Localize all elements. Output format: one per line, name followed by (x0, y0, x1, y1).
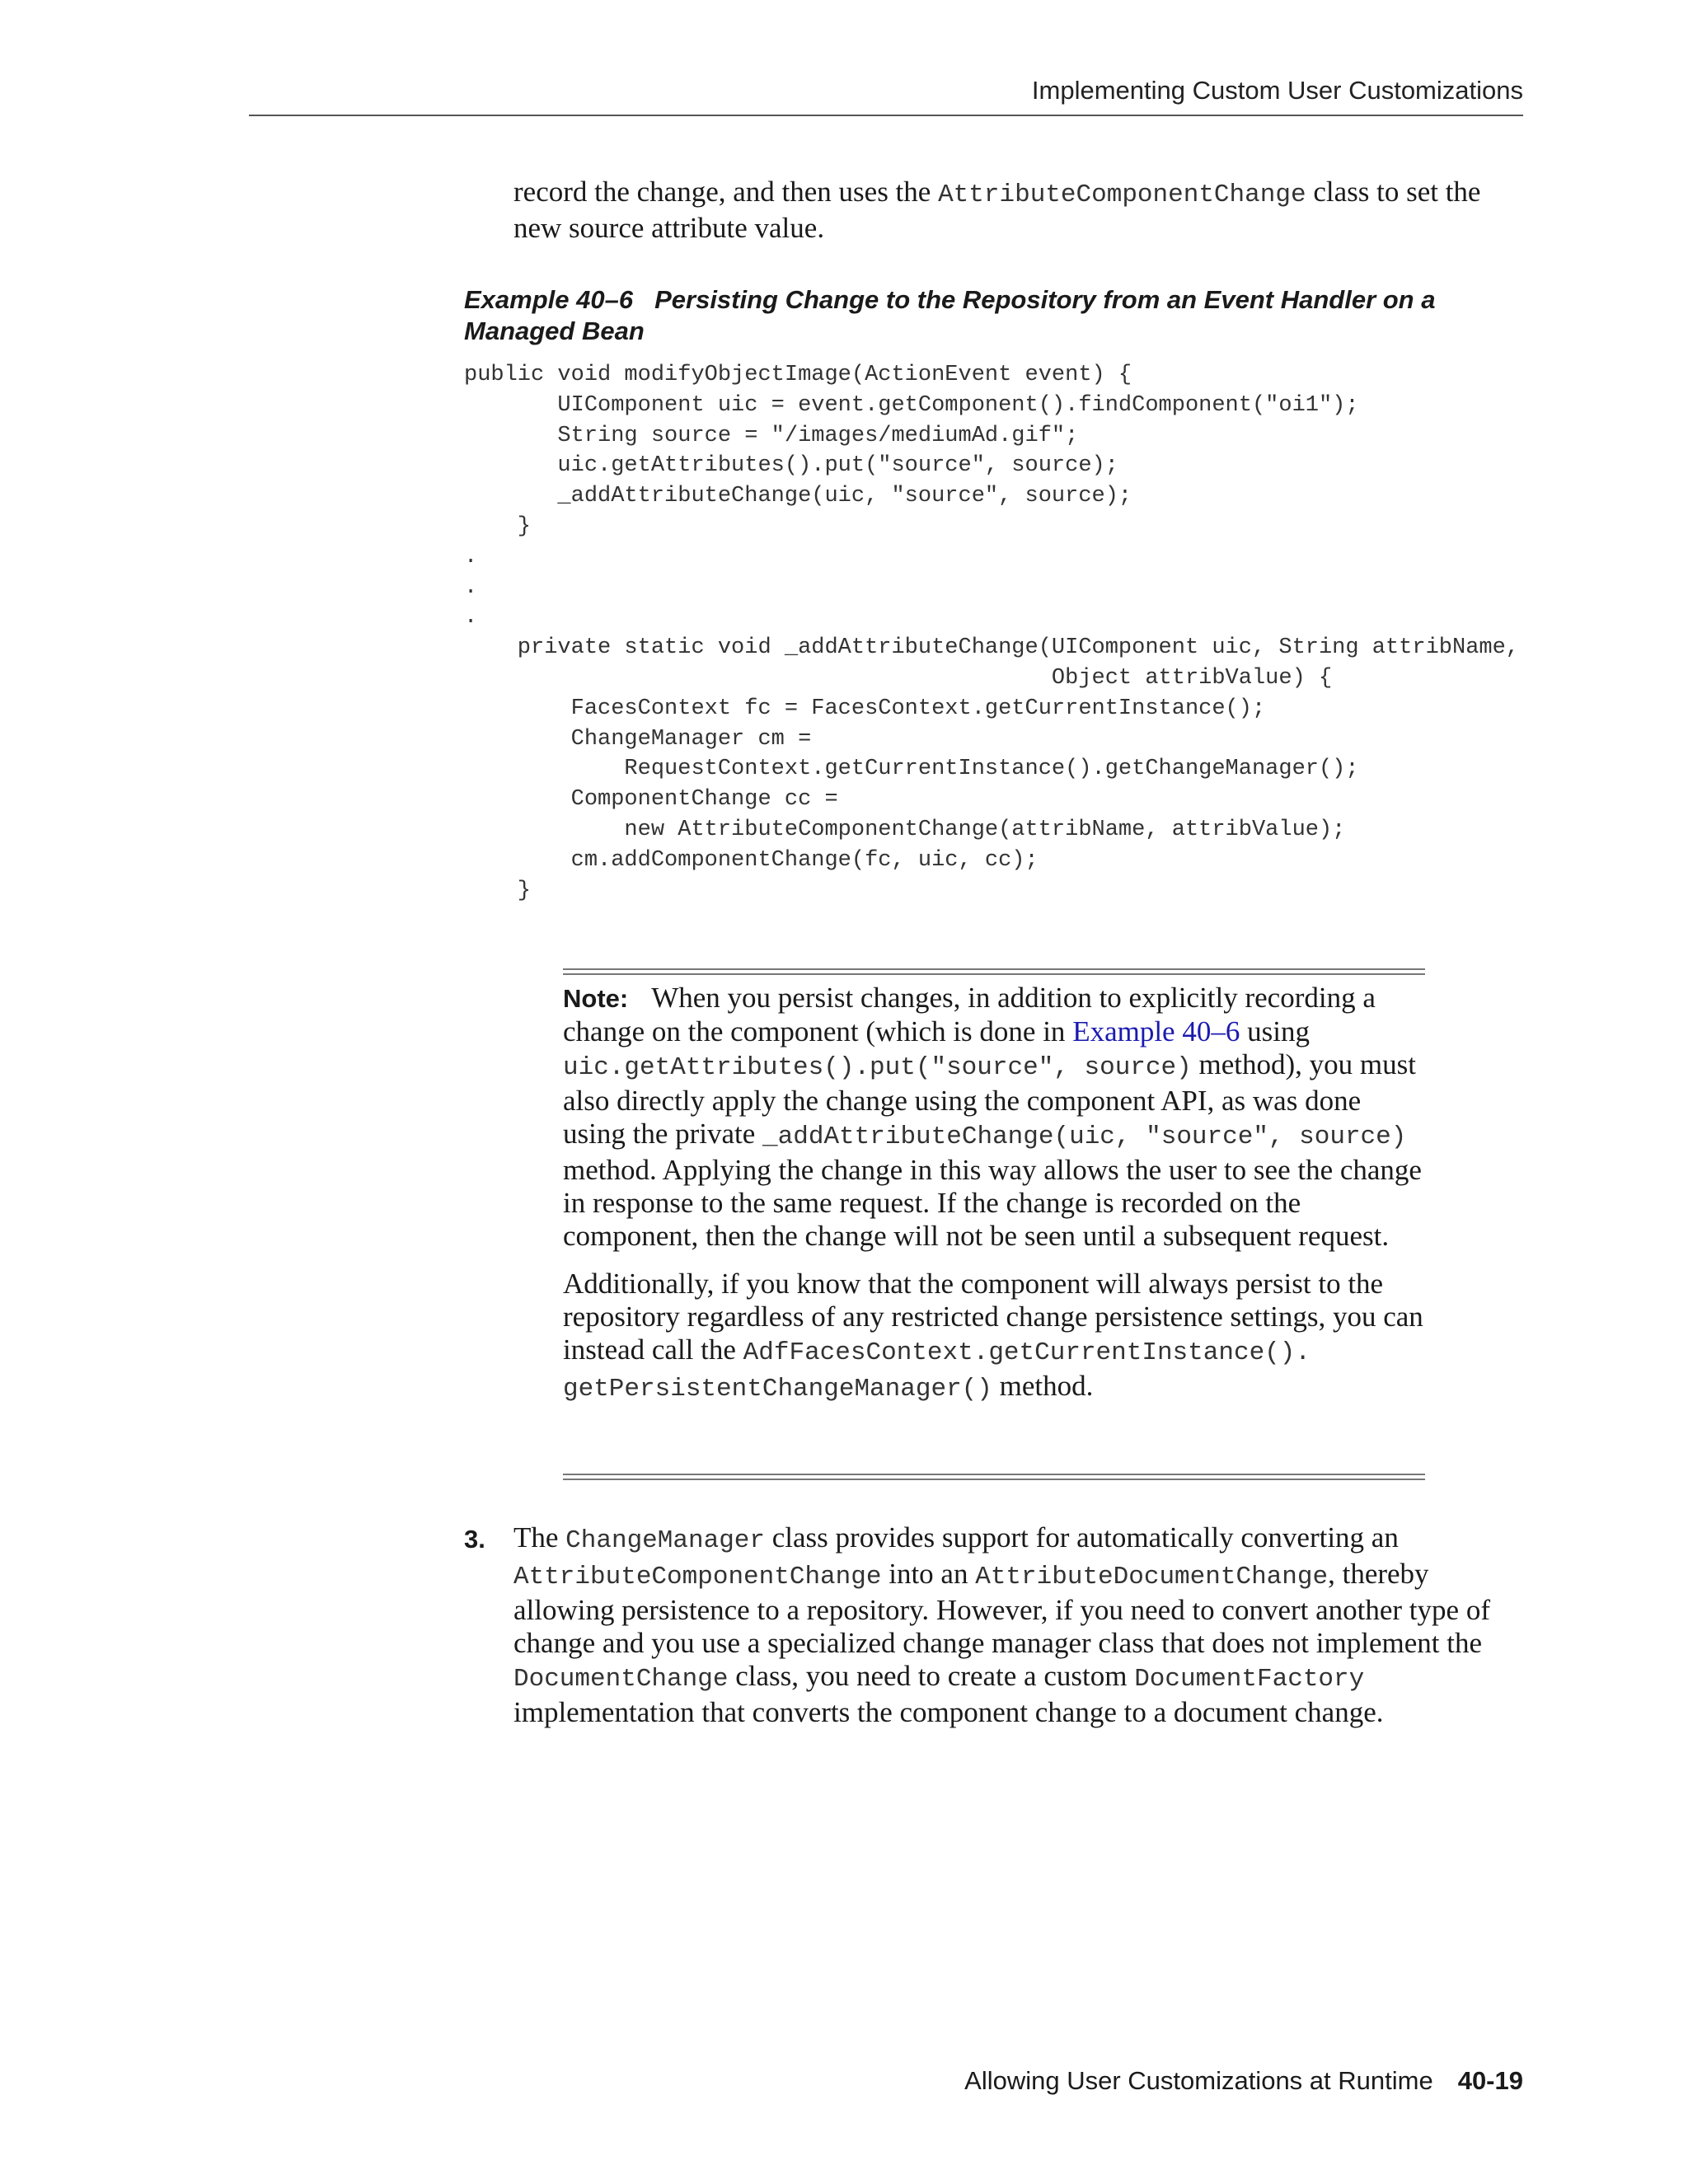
intro-text: record the change, and then uses the (513, 176, 939, 208)
note-text: method. (992, 1370, 1094, 1402)
note-code: AdfFacesContext.getCurrentInstance(). (743, 1338, 1311, 1367)
step-text (513, 1521, 1527, 1729)
code-line: uic.getAttributes().put("source", source); (464, 453, 1118, 479)
step-code: DocumentChange (513, 1665, 729, 1694)
note-top-rule (563, 968, 1425, 975)
note-text: method. Applying the change in this way allows the user to see the change in response to the same request. If the change is recorded on the component, then the change will not be seen until a subsequent request. (563, 1154, 1422, 1252)
note-bottom-rule (563, 1474, 1425, 1480)
step-text-run: class, you need to create a custom (728, 1660, 1135, 1692)
code-line: . (464, 574, 478, 600)
code-line: new AttributeComponentChange(attribName, attribValue); (464, 817, 1346, 842)
code-line: UIComponent uic = event.getComponent().findComponent("oi1"); (464, 392, 1359, 418)
example-title: Persisting Change to the Repository from an Event Handler on a Managed Bean (464, 285, 1436, 345)
note-code: getPersistentChangeManager() (563, 1375, 992, 1404)
intro-paragraph (513, 176, 1527, 245)
note-text: When you persist changes, in addition to explicitly recording a change on the component (which is done in (563, 982, 1376, 1047)
page-footer (964, 2066, 1523, 2096)
step-item (464, 1521, 1527, 1729)
step-text-run: , thereby allowing persistence to a repository. However, if you need to convert another type of change and you use a specialized change manager class that does not implement the (513, 1558, 1490, 1659)
step-text-run: into an (881, 1558, 976, 1590)
code-line: Object attribValue) { (464, 665, 1333, 691)
code-line: . (464, 544, 478, 569)
step-number: 3. (464, 1525, 485, 1554)
note-code: _addAttributeChange(uic, "source", source) (762, 1122, 1407, 1151)
example-link[interactable]: Example 40–6 (1072, 1015, 1240, 1047)
note-label: Note: (563, 984, 629, 1013)
code-line: ComponentChange cc = (464, 787, 838, 813)
running-header: Implementing Custom User Customizations (1031, 76, 1523, 105)
code-line: FacesContext fc = FacesContext.getCurrentInstance(); (464, 696, 1266, 721)
code-line: RequestContext.getCurrentInstance().getChangeManager(); (464, 757, 1359, 782)
note-paragraph (563, 1268, 1428, 1406)
step-text-run: implementation that converts the component change to a document change. (513, 1696, 1384, 1728)
step-code: AttributeComponentChange (513, 1563, 882, 1591)
intro-code: AttributeComponentChange (938, 180, 1306, 209)
code-block (464, 360, 1536, 906)
header-rule (249, 115, 1523, 116)
code-line: . (464, 605, 478, 630)
step-code: ChangeManager (565, 1526, 766, 1555)
code-line: public void modifyObjectImage(ActionEvent event) { (464, 363, 1132, 387)
intro-text: class to set the new source attribute value. (513, 176, 1481, 244)
note-box (563, 982, 1428, 1406)
code-line: private static void _addAttributeChange(UIComponent uic, String attribName, (464, 635, 1520, 661)
footer-chapter-title: Allowing User Customizations at Runtime (964, 2066, 1433, 2095)
footer-page-number: 40-19 (1457, 2066, 1523, 2095)
note-text: using (1240, 1015, 1310, 1047)
example-caption (464, 284, 1453, 347)
code-line: } (464, 878, 532, 903)
code-line: } (464, 513, 532, 539)
step-text-run: The (513, 1521, 566, 1554)
code-line: ChangeManager cm = (464, 726, 812, 752)
note-text: method), you must also directly apply the change using the component API, as was done using the private (563, 1048, 1416, 1150)
code-line: cm.addComponentChange(fc, uic, cc); (464, 847, 1039, 873)
note-code: uic.getAttributes().put("source", source) (563, 1053, 1192, 1082)
note-paragraph (563, 982, 1428, 1253)
step-text-run: class provides support for automatically converting an (765, 1521, 1399, 1554)
step-code: AttributeDocumentChange (975, 1563, 1329, 1591)
code-line: String source = "/images/mediumAd.gif"; (464, 423, 1079, 448)
step-code: DocumentFactory (1134, 1665, 1365, 1694)
code-line: _addAttributeChange(uic, "source", source); (464, 484, 1132, 509)
example-label: Example 40–6 (464, 285, 634, 314)
note-text: Additionally, if you know that the component will always persist to the repository regardless of any restricted change persistence settings, you can instead call the (563, 1268, 1423, 1366)
